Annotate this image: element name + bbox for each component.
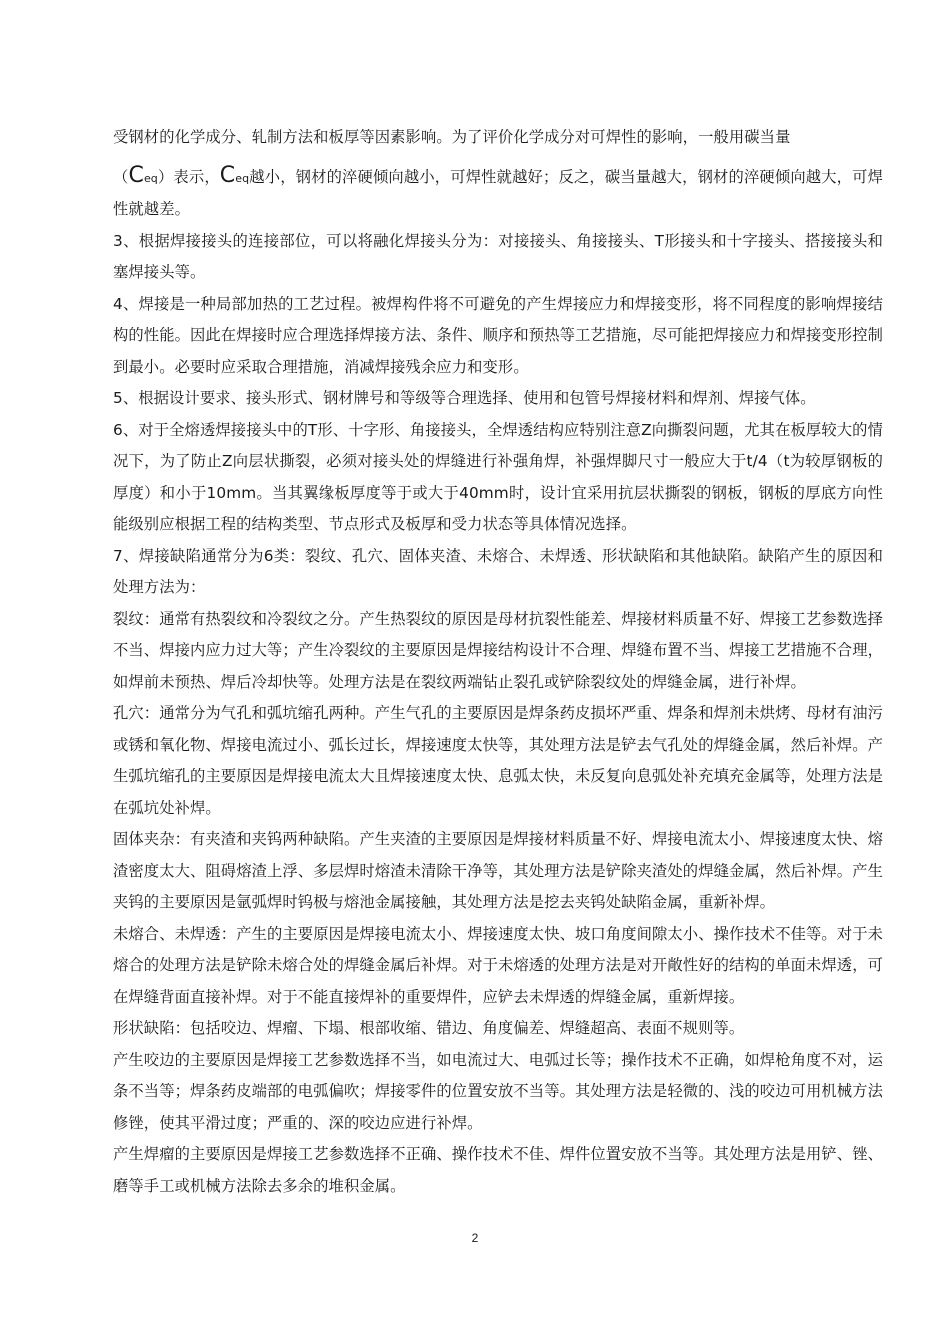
body-text xyxy=(113,122,883,1202)
paragraph-carbon-equivalent-intro: 受钢材的化学成分、轧制方法和板厚等因素影响。为了评价化学成分对可焊性的影响，一般用碳当量 xyxy=(113,128,791,146)
paragraph-crack: 裂纹：通常有热裂纹和冷裂纹之分。产生热裂纹的原因是母材抗裂性能差、焊接材料质量不好、焊接工艺参数选择不当、焊接内应力过大等；产生冷裂纹的主要原因是焊接结构设计不合理、焊缝布置不当、焊接工艺措施不合理，如焊前未预热、焊后冷却快等。处理方法是在裂纹两端钻止裂孔或铲除裂纹处的焊缝金属，进行补焊。 xyxy=(113,609,883,691)
paragraph-fusion: 未熔合、未焊透：产生的主要原因是焊接电流太小、焊接速度太快、坡口角度间隙太小、操作技术不佳等。对于未熔合的处理方法是铲除未熔合处的焊缝金属后补焊。对于未熔透的处理方法是对开敞性好的结构的单面未焊透，可在焊缝背面直接补焊。对于不能直接焊补的重要焊件，应铲去未焊透的焊缝金属，重新焊接。 xyxy=(113,924,883,1006)
paragraph-7-defects: 7、焊接缺陷通常分为6类：裂纹、孔穴、固体夹渣、未熔合、未焊透、形状缺陷和其他缺陷。缺陷产生的原因和处理方法为： xyxy=(113,546,883,596)
ceq-symbol: C xyxy=(128,162,144,188)
ceq-symbol-2: C xyxy=(219,162,236,188)
paragraph-hole: 孔穴：通常分为气孔和弧坑缩孔两种。产生气孔的主要原因是焊条药皮损坏严重、焊条和焊剂未烘烤、母材有油污或锈和氧化物、焊接电流过小、弧长过长，焊接速度太快等，其处理方法是铲去气孔处的焊缝金属，然后补焊。产生弧坑缩孔的主要原因是焊接电流太大且焊接速度太快、息弧太快，未反复向息弧处补充填充金属等，处理方法是在弧坑处补焊。 xyxy=(113,704,883,817)
open-paren: （ xyxy=(113,167,129,186)
paragraph-slag: 固体夹杂：有夹渣和夹钨两种缺陷。产生夹渣的主要原因是焊接材料质量不好、焊接电流太小、焊接速度太快、熔渣密度太大、阻碍熔渣上浮、多层焊时熔渣未清除干净等，其处理方法是铲除夹渣处的焊缝金属，然后补焊。产生夹钨的主要原因是氩弧焊时钨极与熔池金属接触，其处理方法是挖去夹钨处缺陷金属，重新补焊。 xyxy=(113,830,883,911)
ceq-text-rest: 越小，钢材的淬硬倾向越小，可焊性就越好；反之，碳当量越大，钢材的淬硬倾向越大，可焊性就越差。 xyxy=(113,167,884,218)
ceq-subscript-2: eq xyxy=(235,171,250,185)
ceq-subscript: eq xyxy=(143,171,158,185)
page-number: 2 xyxy=(471,1231,479,1245)
paragraph-overlap: 产生焊瘤的主要原因是焊接工艺参数选择不正确、操作技术不佳、焊件位置安放不当等。其处理方法是用铲、锉、磨等手工或机械方法除去多余的堆积金属。 xyxy=(113,1145,883,1195)
paragraph-3-joint-types: 3、根据焊接接头的连接部位，可以将融化焊接头分为：对接接头、角接接头、T形接头和十字接头、搭接接头和塞焊接头等。 xyxy=(113,231,883,281)
paragraph-carbon-equivalent xyxy=(113,160,883,226)
ceq-text-mid: ）表示， xyxy=(157,167,220,186)
paragraph-5-materials: 5、根据设计要求、接头形式、钢材牌号和等级等合理选择、使用和包管号焊接材料和焊剂、焊接气体。 xyxy=(113,389,816,407)
paragraph-6-z-tearing: 6、对于全熔透焊接接头中的T形、十字形、角接接头，全焊透结构应特别注意Z向撕裂问题，尤其在板厚较大的情况下，为了防止Z向层状撕裂，必须对接头处的焊缝进行补强角焊，补强焊脚尺寸一般应大于t/4（t为较厚钢板的厚度）和小于10mm。当其翼缘板厚度等于或大于40mm时，设计宜采用抗层状撕裂的钢板，钢板的厚底方向性能级别应根据工程的结构类型、节点形式及板厚和受力状态等具体情况选择。 xyxy=(113,420,883,533)
paragraph-undercut: 产生咬边的主要原因是焊接工艺参数选择不当，如电流过大、电弧过长等；操作技术不正确，如焊枪角度不对，运条不当等；焊条药皮端部的电弧偏吹；焊接零件的位置安放不当等。其处理方法是轻微的、浅的咬边可用机械方法修锉，使其平滑过度；严重的、深的咬边应进行补焊。 xyxy=(113,1050,883,1132)
paragraph-shape-defects: 形状缺陷：包括咬边、焊瘤、下塌、根部收缩、错边、角度偏差、焊缝超高、表面不规则等。 xyxy=(113,1019,745,1037)
paragraph-4-welding-stress: 4、焊接是一种局部加热的工艺过程。被焊构件将不可避免的产生焊接应力和焊接变形，将不同程度的影响焊接结构的性能。因此在焊接时应合理选择焊接方法、条件、顺序和预热等工艺措施，尽可能把焊接应力和焊接变形控制到最小。必要时应采取合理措施，消减焊接残余应力和变形。 xyxy=(113,294,883,376)
